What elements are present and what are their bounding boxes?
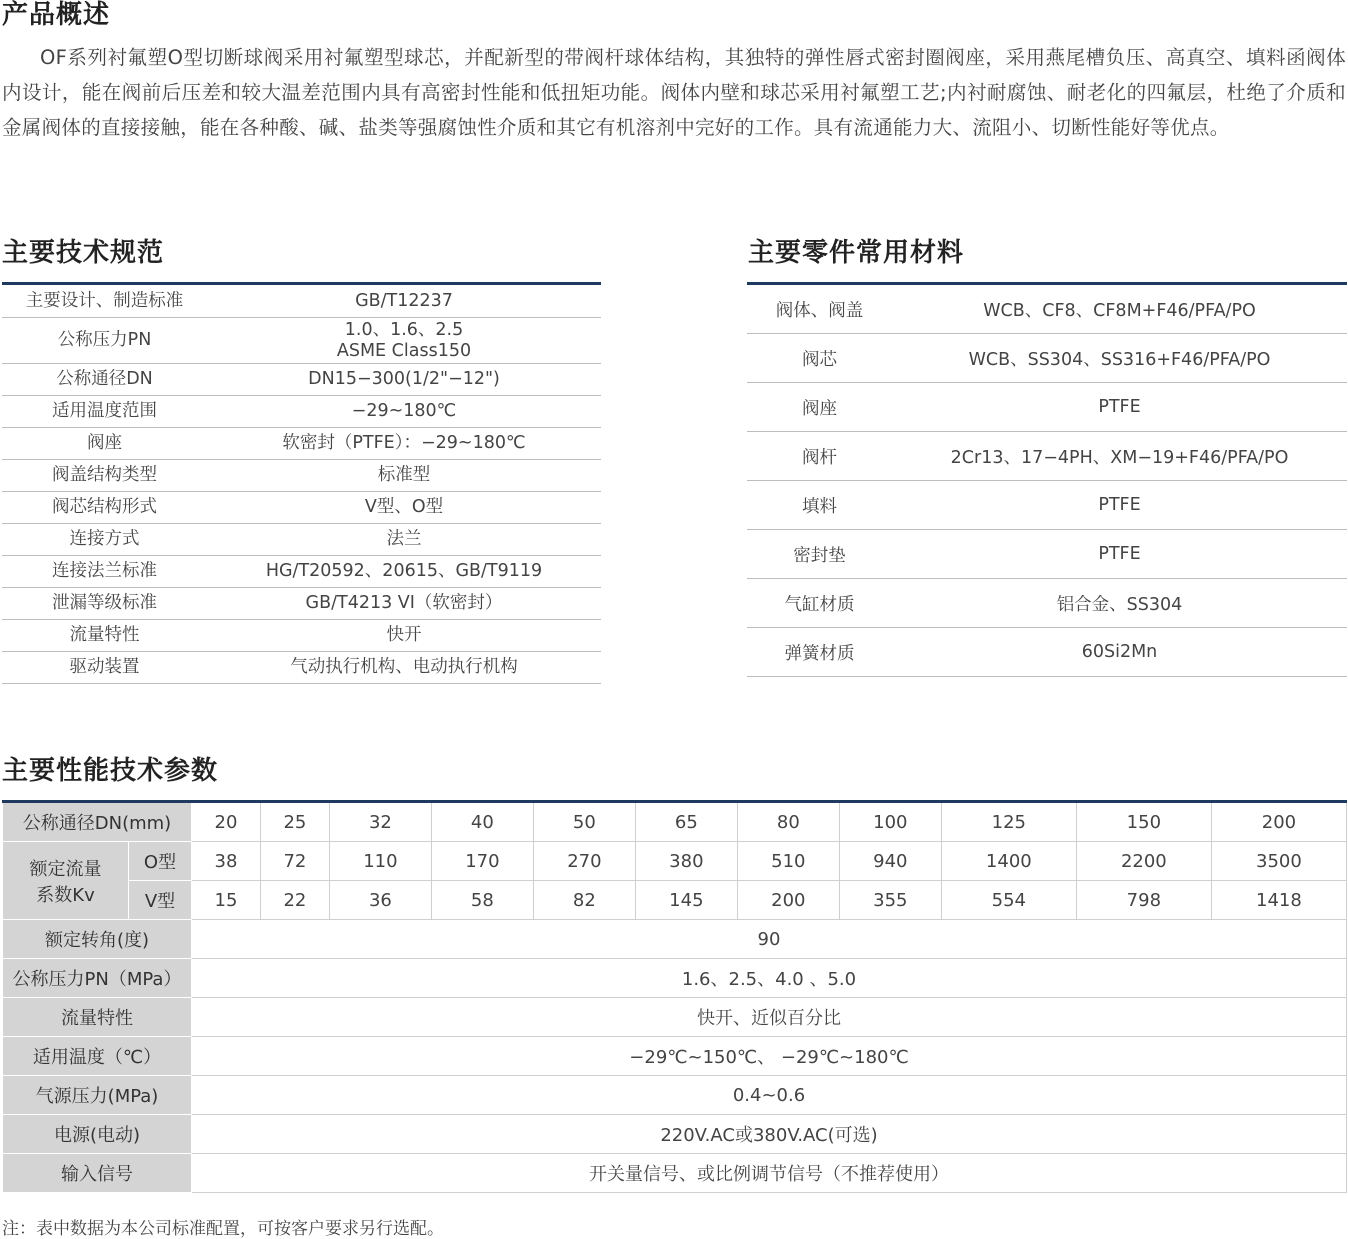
intro-text: OF系列衬氟塑O型切断球阀采用衬氟塑型球芯，并配新型的带阀杆球体结构，其独特的弹性唇式密封圈阀座，采用燕尾槽负压、高真空、填料函阀体内设计，能在阀前后压差和较大温差范围内具有高密封性能和低扭矩功能。阀体内壁和球芯采用衬氟塑工艺;内衬耐腐蚀、耐老化的四氟层，杜绝了介质和金属阀体的直接接触，能在各种酸、碱、盐类等强腐蚀性介质和其它有机溶剂中完好的工作。具有流通能力大、流阻小、切断性能好等优点。 <box>2 46 1346 139</box>
table-row <box>2 396 601 428</box>
material-value: PTFE <box>892 530 1347 579</box>
kv-o-cell: 1400 <box>941 842 1076 881</box>
kv-v-cell: 355 <box>839 881 941 920</box>
kv-o-cell: 940 <box>839 842 941 881</box>
param-value: 0.4~0.6 <box>192 1076 1347 1115</box>
kv-o-cell: 72 <box>260 842 329 881</box>
kv-o-cell: 2200 <box>1076 842 1211 881</box>
performance-title: 主要性能技术参数 <box>2 756 219 786</box>
param-value: −29℃~150℃、 −29℃~180℃ <box>192 1037 1347 1076</box>
kv-o-cell: 3500 <box>1211 842 1346 881</box>
kv-o-cell: 110 <box>329 842 431 881</box>
table-row <box>2 428 601 460</box>
table-row <box>747 334 1347 383</box>
dn-cell: 20 <box>192 802 261 842</box>
table-row <box>2 318 601 364</box>
material-value: PTFE <box>892 481 1347 530</box>
table-row <box>2 460 601 492</box>
table-row <box>2 492 601 524</box>
spec-value: −29~180℃ <box>207 396 601 428</box>
material-value: WCB、CF8、CF8M+F46/PFA/PO <box>892 284 1347 334</box>
table-row <box>2 588 601 620</box>
param-label: 气源压力(MPa) <box>3 1076 192 1115</box>
dn-cell: 150 <box>1076 802 1211 842</box>
table-row <box>3 802 1347 842</box>
table-row <box>747 284 1347 334</box>
table-row <box>2 620 601 652</box>
kv-v-cell: 58 <box>431 881 533 920</box>
kv-v-cell: 1418 <box>1211 881 1346 920</box>
param-label: 适用温度（℃） <box>3 1037 192 1076</box>
spec-value: 气动执行机构、电动执行机构 <box>207 652 601 684</box>
table-row <box>2 284 601 318</box>
material-part: 阀芯 <box>747 334 892 383</box>
param-label: 流量特性 <box>3 998 192 1037</box>
footnote: 注：表中数据为本公司标准配置，可按客户要求另行选配。 <box>2 1219 444 1239</box>
kv-o-cell: 38 <box>192 842 261 881</box>
spec-value: 快开 <box>207 620 601 652</box>
spec-title: 主要技术规范 <box>2 238 165 268</box>
dn-cell: 40 <box>431 802 533 842</box>
kv-o-cell: 380 <box>635 842 737 881</box>
kv-v-cell: 36 <box>329 881 431 920</box>
spec-value: 软密封（PTFE）：−29~180℃ <box>207 428 601 460</box>
kv-v-cell: 22 <box>260 881 329 920</box>
intro-title: 产品概述 <box>2 0 111 30</box>
table-row <box>747 432 1347 481</box>
material-part: 密封垫 <box>747 530 892 579</box>
spec-key: 公称压力PN <box>2 318 207 364</box>
material-value: PTFE <box>892 383 1347 432</box>
table-row <box>747 481 1347 530</box>
spec-value-line1: 1.0、1.6、2.5 <box>344 319 464 340</box>
kv-v-cell: 145 <box>635 881 737 920</box>
table-row <box>2 364 601 396</box>
spec-key: 流量特性 <box>2 620 207 652</box>
spec-value: HG/T20592、20615、GB/T9119 <box>207 556 601 588</box>
spec-key: 泄漏等级标准 <box>2 588 207 620</box>
spec-value: GB/T12237 <box>207 284 601 318</box>
dn-cell: 50 <box>533 802 635 842</box>
dn-cell: 100 <box>839 802 941 842</box>
spec-key: 连接方式 <box>2 524 207 556</box>
param-value: 快开、近似百分比 <box>192 998 1347 1037</box>
table-row <box>3 881 1347 920</box>
spec-key: 阀座 <box>2 428 207 460</box>
spec-key: 连接法兰标准 <box>2 556 207 588</box>
dn-cell: 80 <box>737 802 839 842</box>
kv-v-cell: 798 <box>1076 881 1211 920</box>
spec-value: DN15−300(1/2"−12") <box>207 364 601 396</box>
spec-key: 阀盖结构类型 <box>2 460 207 492</box>
param-label: 额定转角(度) <box>3 920 192 959</box>
param-label: 电源(电动) <box>3 1115 192 1154</box>
spec-key: 阀芯结构形式 <box>2 492 207 524</box>
spec-key: 公称通径DN <box>2 364 207 396</box>
kv-o-cell: 510 <box>737 842 839 881</box>
dn-cell: 125 <box>941 802 1076 842</box>
material-part: 弹簧材质 <box>747 628 892 677</box>
material-value: 60Si2Mn <box>892 628 1347 677</box>
material-part: 填料 <box>747 481 892 530</box>
dn-label: 公称通径DN(mm) <box>3 802 192 842</box>
table-row <box>3 998 1347 1037</box>
param-value: 1.6、2.5、4.0 、5.0 <box>192 959 1347 998</box>
param-label: 公称压力PN（MPa） <box>3 959 192 998</box>
kv-o-cell: 170 <box>431 842 533 881</box>
dn-cell: 200 <box>1211 802 1346 842</box>
kv-v-cell: 15 <box>192 881 261 920</box>
kv-o-cell: 270 <box>533 842 635 881</box>
o-type-label: O型 <box>129 842 192 881</box>
spec-table <box>2 282 601 684</box>
param-label: 输入信号 <box>3 1154 192 1193</box>
dn-cell: 65 <box>635 802 737 842</box>
kv-label-line1: 额定流量 <box>29 858 102 880</box>
table-row <box>3 1037 1347 1076</box>
table-row <box>2 652 601 684</box>
table-row <box>747 579 1347 628</box>
table-row <box>3 842 1347 881</box>
table-row <box>747 383 1347 432</box>
spec-value: 标准型 <box>207 460 601 492</box>
spec-value: 法兰 <box>207 524 601 556</box>
materials-table <box>747 282 1347 677</box>
table-row <box>3 1076 1347 1115</box>
table-row <box>3 1154 1347 1193</box>
kv-v-cell: 82 <box>533 881 635 920</box>
dn-cell: 25 <box>260 802 329 842</box>
table-row <box>3 1115 1347 1154</box>
param-value: 开关量信号、或比例调节信号（不推荐使用） <box>192 1154 1347 1193</box>
materials-title: 主要零件常用材料 <box>748 238 965 268</box>
kv-v-cell: 554 <box>941 881 1076 920</box>
material-part: 阀体、阀盖 <box>747 284 892 334</box>
table-row <box>3 920 1347 959</box>
table-row <box>3 959 1347 998</box>
param-value: 90 <box>192 920 1347 959</box>
material-value: WCB、SS304、SS316+F46/PFA/PO <box>892 334 1347 383</box>
spec-value: GB/T4213 VI（软密封） <box>207 588 601 620</box>
v-type-label: V型 <box>129 881 192 920</box>
spec-value: V型、O型 <box>207 492 601 524</box>
table-row <box>747 530 1347 579</box>
material-value: 2Cr13、17−4PH、XM−19+F46/PFA/PO <box>892 432 1347 481</box>
table-row <box>747 628 1347 677</box>
spec-key: 驱动装置 <box>2 652 207 684</box>
kv-label <box>3 842 129 920</box>
spec-value-line2: ASME Class150 <box>336 340 472 361</box>
kv-label-line2: 系数Kv <box>36 884 95 906</box>
dn-cell: 32 <box>329 802 431 842</box>
table-row <box>2 556 601 588</box>
param-value: 220V.AC或380V.AC(可选) <box>192 1115 1347 1154</box>
spec-key: 适用温度范围 <box>2 396 207 428</box>
kv-v-cell: 200 <box>737 881 839 920</box>
table-row <box>2 524 601 556</box>
material-value: 铝合金、SS304 <box>892 579 1347 628</box>
spec-key: 主要设计、制造标准 <box>2 284 207 318</box>
material-part: 阀杆 <box>747 432 892 481</box>
spec-value <box>207 318 601 364</box>
material-part: 气缸材质 <box>747 579 892 628</box>
performance-table <box>2 800 1347 1193</box>
material-part: 阀座 <box>747 383 892 432</box>
